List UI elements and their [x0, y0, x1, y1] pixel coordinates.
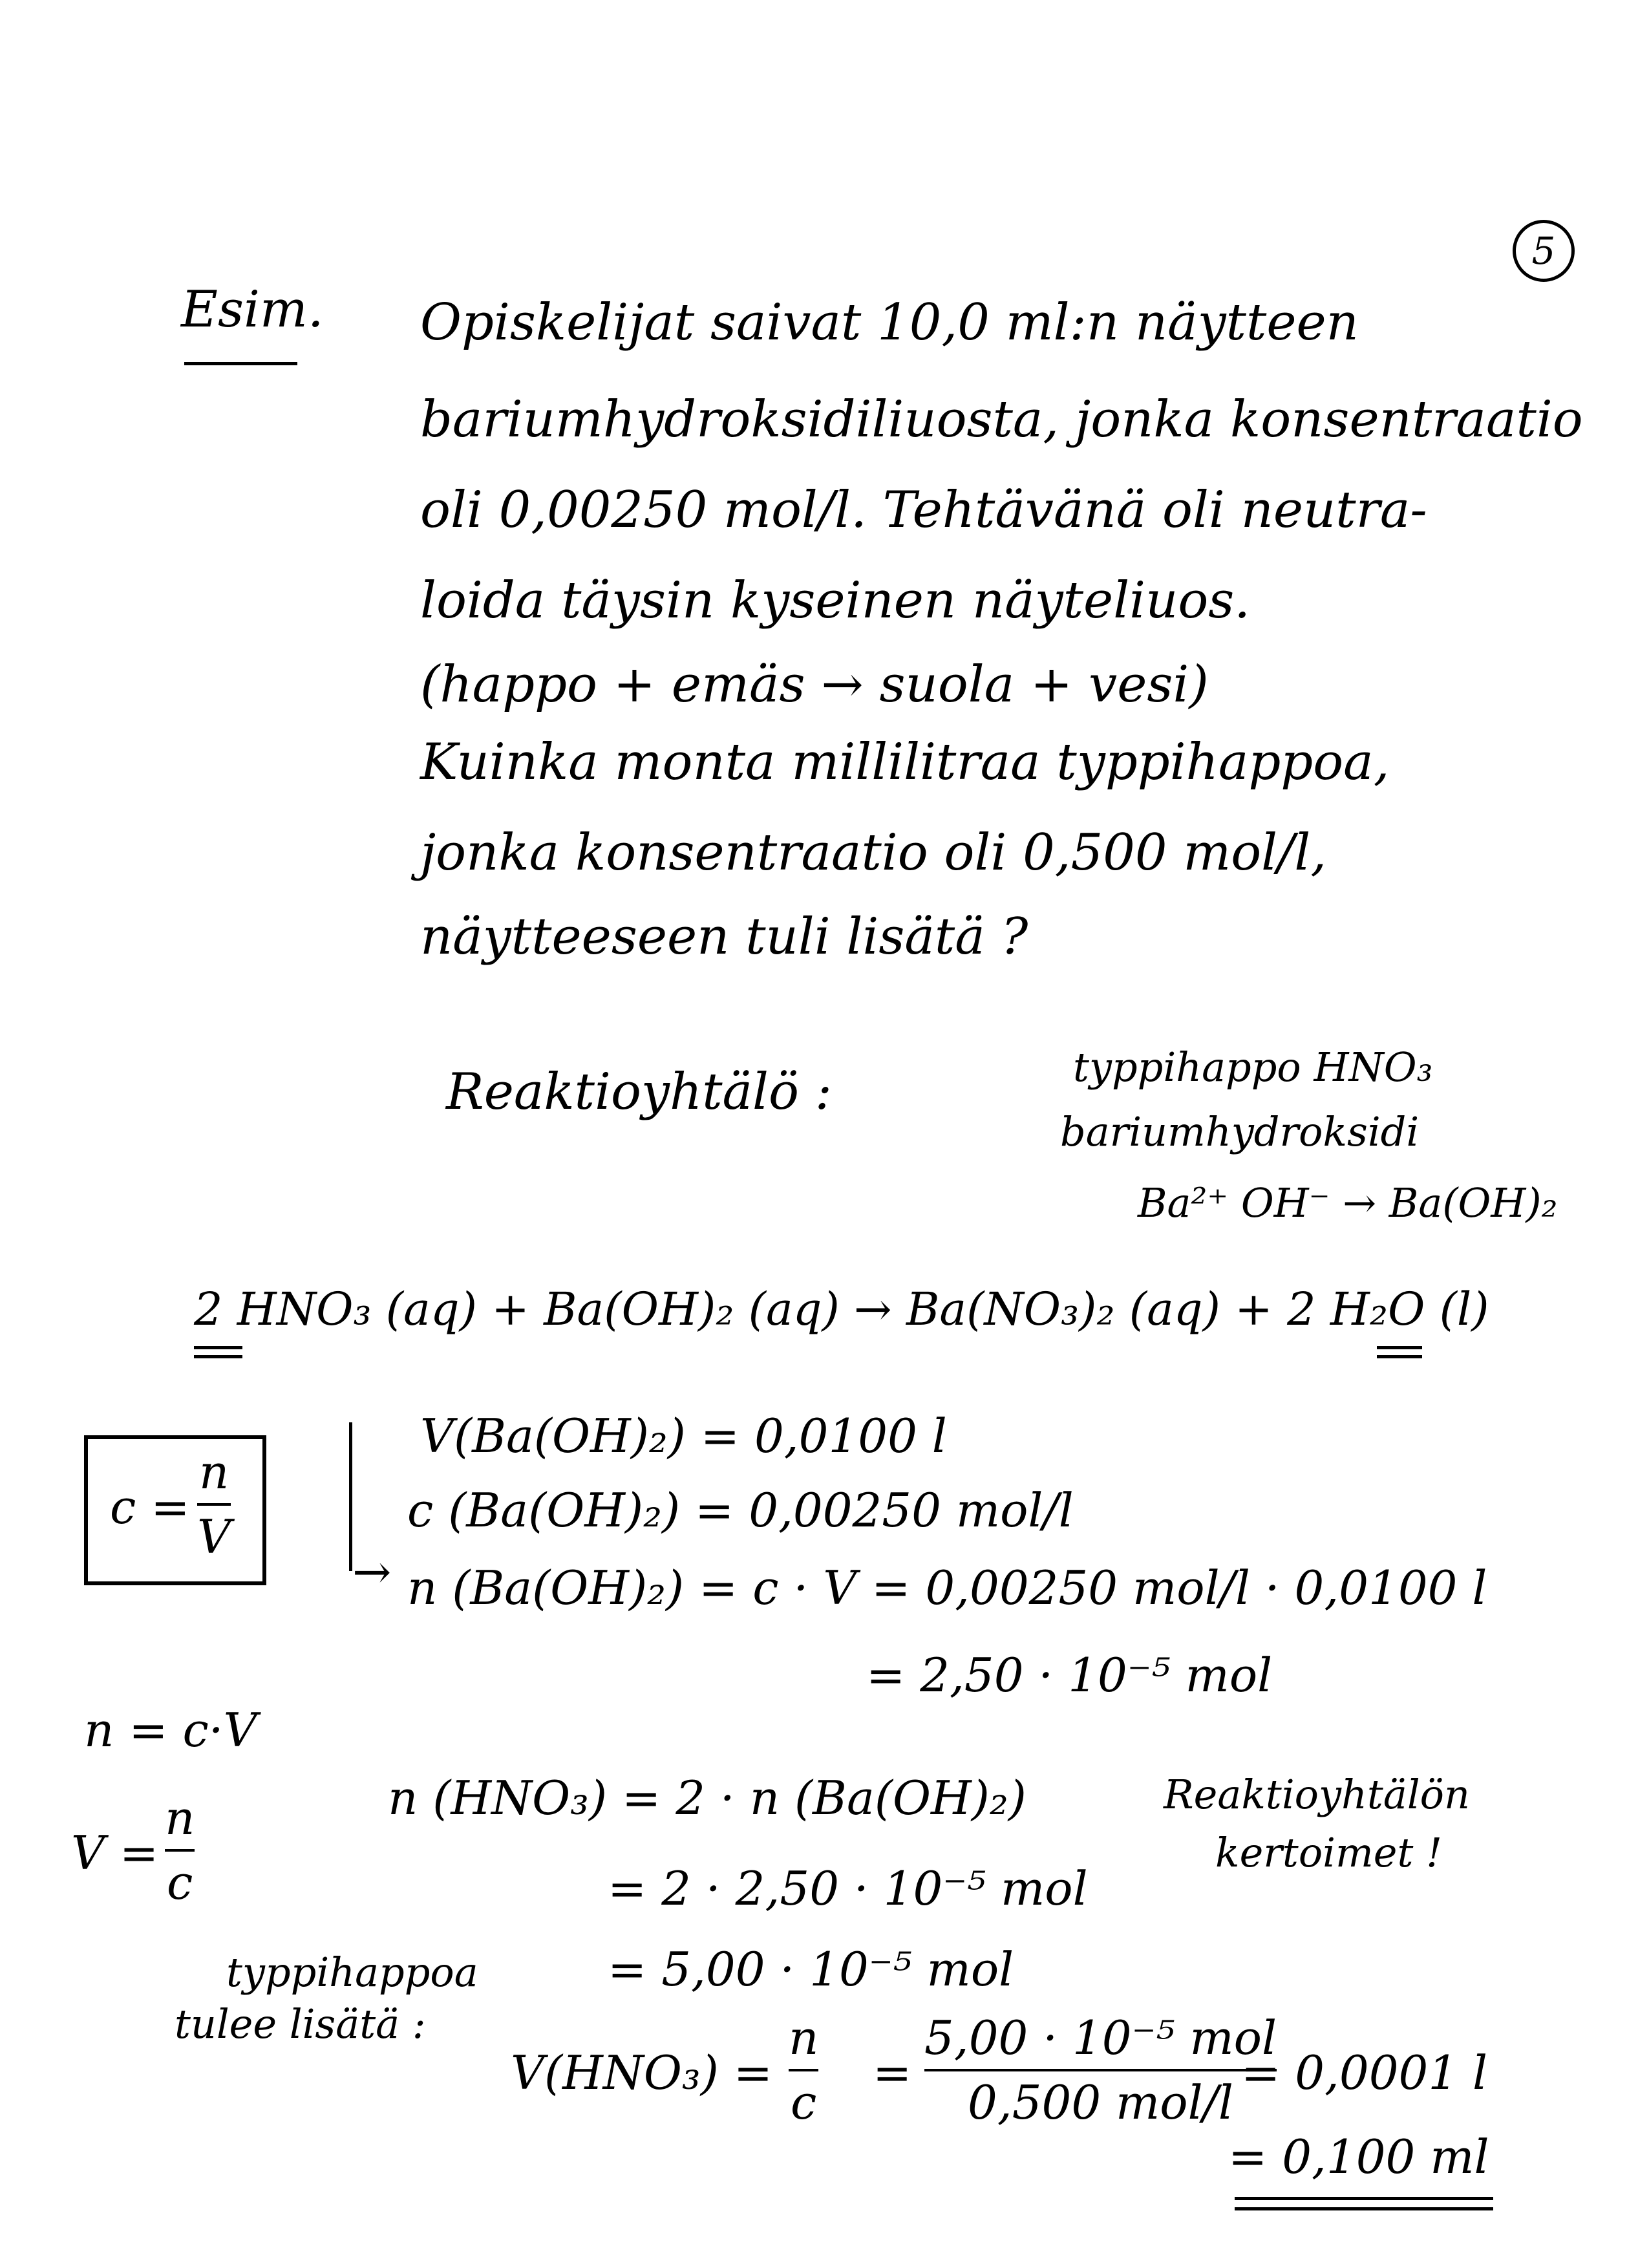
problem-line-7: jonka konsentraatio oli 0,500 mol/l,	[420, 824, 1327, 882]
final-equals: =	[873, 2046, 912, 2100]
final-frac1-num: n	[789, 2011, 819, 2065]
page-number-circle	[1513, 220, 1575, 282]
v-formula-den: c	[167, 1856, 193, 1910]
problem-line-6: Kuinka monta millilitraa typpihappoa,	[420, 733, 1390, 791]
given-line-3: n (Ba(OH)₂) = c · V = 0,00250 mol/l · 0,0100 l	[407, 1561, 1487, 1615]
calc-line-3: = 5,00 · 10⁻⁵ mol	[608, 1942, 1014, 1996]
final-frac2-num: 5,00 · 10⁻⁵ mol	[924, 2011, 1277, 2065]
page-number: 5	[1531, 229, 1556, 273]
final-frac1-den: c	[791, 2075, 817, 2130]
final-fraction-1	[789, 2011, 818, 2130]
final-frac2-bar	[924, 2069, 1277, 2071]
v-formula-lhs: V =	[71, 1826, 159, 1880]
add-note-line-2: tulee lisätä :	[175, 2000, 426, 2048]
given-line-4: = 2,50 · 10⁻⁵ mol	[866, 1648, 1273, 1702]
problem-line-1: Opiskelijat saivat 10,0 ml:n näytteen	[420, 294, 1359, 352]
formula-box-fraction	[197, 1445, 231, 1564]
reaction-equation: 2 HNO₃ (aq) + Ba(OH)₂ (aq) → Ba(NO₃)₂ (aq) + 2 H₂O (l)	[194, 1283, 1489, 1336]
calc-line-1: n (HNO₃) = 2 · n (Ba(OH)₂)	[388, 1771, 1027, 1825]
final-result-2: = 0,100 ml	[1228, 2130, 1489, 2184]
v-formula-fraction	[165, 1791, 195, 1910]
problem-line-2: bariumhydroksidiliuosta, jonka konsentraatio	[420, 390, 1583, 449]
problem-line-8: näytteeseen tuli lisätä ?	[420, 908, 1028, 966]
reaction-label: Reaktioyhtälö :	[446, 1063, 833, 1121]
problem-line-3: oli 0,00250 mol/l. Tehtävänä oli neutra-	[420, 481, 1427, 539]
side-note-line-3: Ba²⁺ OH⁻ → Ba(OH)₂	[1138, 1179, 1558, 1226]
final-double-underline-b	[1235, 2207, 1493, 2210]
coefficients-note-line-2: kertoimet !	[1215, 1829, 1442, 1876]
problem-line-4: loida täysin kyseinen näyteliuos.	[420, 572, 1251, 630]
coef-underline-1b	[194, 1355, 242, 1358]
final-double-underline-a	[1235, 2197, 1493, 2200]
final-frac1-bar	[789, 2069, 818, 2071]
heading: Esim.	[181, 281, 324, 339]
given-line-1: V(Ba(OH)₂) = 0,0100 l	[420, 1409, 947, 1463]
coef-underline-2b	[1377, 1355, 1422, 1358]
given-line-2: c (Ba(OH)₂) = 0,00250 mol/l	[407, 1483, 1074, 1537]
problem-line-5: (happo + emäs → suola + vesi)	[420, 656, 1209, 714]
final-frac2-den: 0,500 mol/l	[968, 2075, 1233, 2130]
formula-box-bar	[197, 1503, 231, 1506]
heading-underline	[184, 362, 297, 365]
v-formula-bar	[165, 1849, 195, 1852]
coefficients-note-line-1: Reaktioyhtälön	[1164, 1771, 1470, 1818]
calc-line-2: = 2 · 2,50 · 10⁻⁵ mol	[608, 1861, 1088, 1916]
formula-box-num: n	[198, 1445, 229, 1499]
formula-box-lhs: c =	[110, 1480, 190, 1534]
formula-box-den: V	[197, 1510, 231, 1564]
givens-arrow: →	[352, 1545, 392, 1599]
coef-underline-2a	[1377, 1346, 1422, 1349]
side-note-line-2: bariumhydroksidi	[1060, 1108, 1420, 1155]
final-fraction-2	[924, 2011, 1277, 2130]
final-result-1: = 0,0001 l	[1241, 2046, 1488, 2100]
v-formula-num: n	[165, 1791, 195, 1845]
side-note-line-1: typpihappo HNO₃	[1073, 1043, 1433, 1091]
n-equals-cv: n = c·V	[84, 1703, 257, 1757]
add-note-line-1: typpihappoa	[226, 1949, 478, 1996]
coef-underline-1a	[194, 1346, 242, 1349]
final-lhs: V(HNO₃) =	[511, 2046, 773, 2100]
